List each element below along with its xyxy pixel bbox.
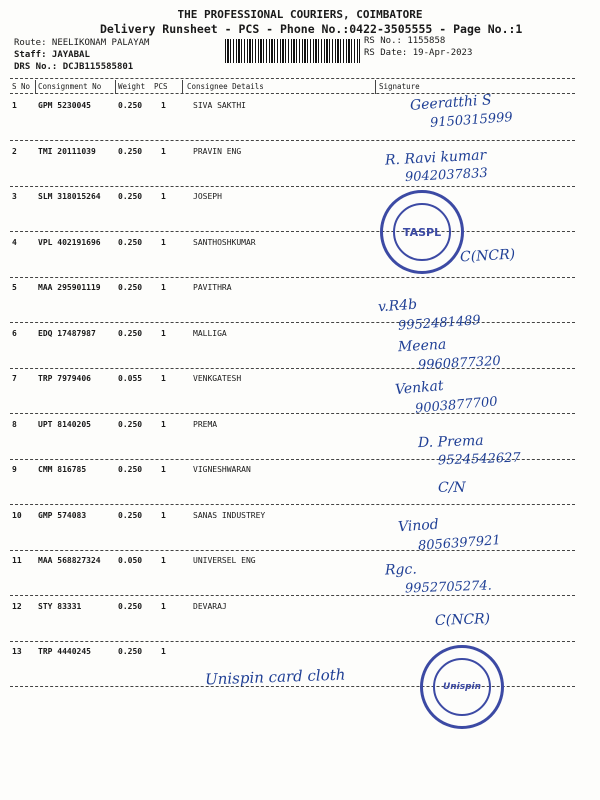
drs-number: DRS No.: DCJB115585801: [14, 62, 134, 72]
signature-name: C/N: [438, 480, 466, 496]
row-pcs: 1: [161, 192, 166, 201]
signature-name: D. Prema: [417, 432, 484, 452]
signature-phone: 9960877320: [417, 353, 502, 374]
signature-phone: 9003877700: [414, 394, 499, 417]
row-weight: 0.250: [118, 192, 143, 201]
col-divider: [35, 80, 36, 94]
row-consignment: GPM 5230045: [38, 101, 91, 110]
barcode: [225, 39, 360, 63]
row-sno: 6: [12, 328, 17, 338]
signature-phone: 9042037833: [404, 165, 489, 186]
table-row: [10, 186, 580, 231]
row-weight: 0.250: [118, 283, 143, 292]
row-consignee: PAVITHRA: [193, 283, 232, 292]
row-pcs: 1: [161, 237, 166, 247]
row-weight: 0.250: [118, 465, 143, 474]
signature-name: Unispin card cloth: [204, 665, 346, 689]
row-weight: 0.250: [118, 328, 143, 338]
row-sno: 4: [12, 237, 17, 247]
table-row: [10, 596, 580, 641]
col-consignment: Consignment No: [38, 82, 102, 91]
row-consignee: SANTHOSHKUMAR: [193, 237, 256, 247]
tvs-stamp-inner: TASPL: [402, 225, 442, 239]
signature-phone: 8056397921: [417, 533, 502, 554]
row-pcs: 1: [161, 465, 166, 474]
row-consignee: UNIVERSEL ENG: [193, 556, 256, 565]
row-consignment: GMP 574083: [38, 510, 87, 520]
row-consignment: UPT 8140205: [38, 419, 91, 429]
signature-name: Vinod: [397, 516, 440, 536]
row-consignee: JOSEPH: [193, 192, 222, 201]
table-row: [10, 550, 580, 595]
row-weight: 0.250: [118, 419, 143, 429]
col-pcs: PCS: [154, 82, 168, 91]
signature-name: Geeratthi S: [409, 92, 493, 114]
rs-date: RS Date: 19-Apr-2023: [364, 48, 473, 58]
rs-number: RS No.: 1155858: [364, 36, 446, 46]
row-pcs: 1: [161, 647, 166, 656]
row-consignee: MALLIGA: [193, 328, 227, 338]
row-consignee: SIVA SAKTHI: [193, 101, 246, 110]
row-consignee: PREMA: [193, 419, 218, 429]
row-pcs: 1: [161, 146, 166, 156]
row-consignment: SLM 318015264: [38, 192, 101, 201]
signature-phone: 9524542627: [437, 450, 521, 469]
row-sno: 9: [12, 465, 17, 474]
signature-name: R. Ravi kumar: [384, 147, 487, 169]
row-consignee: DEVARAJ: [193, 601, 227, 611]
col-sno: S No: [12, 82, 31, 91]
signature-name: C(NCR): [459, 246, 516, 266]
signature-name: C(NCR): [434, 611, 491, 629]
signature-phone: 9150315999: [429, 110, 514, 131]
row-consignee: PRAVIN ENG: [193, 146, 242, 156]
row-consignment: EDQ 17487987: [38, 328, 96, 338]
row-weight: 0.050: [118, 556, 143, 565]
row-consignment: CMM 816785: [38, 465, 87, 474]
signature-phone: 9952705274.: [404, 578, 493, 597]
row-sno: 2: [12, 146, 17, 156]
row-pcs: 1: [161, 556, 166, 565]
row-consignment: TRP 7979406: [38, 374, 91, 383]
row-sno: 11: [12, 556, 22, 565]
unispin-stamp: [420, 645, 504, 729]
row-consignment: STY 83331: [38, 601, 82, 611]
table-row: [10, 141, 580, 186]
table-row: [10, 459, 580, 504]
row-pcs: 1: [161, 510, 166, 520]
row-weight: 0.250: [118, 146, 143, 156]
row-pcs: 1: [161, 374, 166, 383]
row-sno: 8: [12, 419, 17, 429]
col-weight: Weight: [118, 82, 146, 91]
row-weight: 0.250: [118, 510, 143, 520]
row-consignment: TRP 4440245: [38, 647, 91, 656]
row-sno: 13: [12, 647, 22, 656]
signature-name: Venkat: [394, 377, 445, 399]
col-divider: [375, 80, 376, 94]
row-weight: 0.055: [118, 374, 143, 383]
row-sno: 3: [12, 192, 17, 201]
unispin-stamp-inner: Unispin: [442, 682, 482, 692]
row-consignment: TMI 20111039: [38, 146, 96, 156]
row-consignee: VIGNESHWARAN: [193, 465, 251, 474]
row-consignment: VPL 402191696: [38, 237, 101, 247]
col-signature: Signature: [379, 82, 420, 91]
row-consignment: MAA 295901119: [38, 283, 101, 292]
company-title: THE PROFESSIONAL COURIERS, COIMBATORE: [177, 8, 423, 21]
row-weight: 0.250: [118, 601, 143, 611]
row-consignee: SANAS INDUSTREY: [193, 510, 266, 520]
row-pcs: 1: [161, 101, 166, 110]
row-weight: 0.250: [118, 101, 143, 110]
row-pcs: 1: [161, 419, 166, 429]
table-row: [10, 277, 580, 322]
row-sno: 10: [12, 510, 22, 520]
signature-phone: 9952481489: [397, 313, 482, 334]
staff-label: Staff: JAYABAL: [14, 50, 90, 60]
runsheet-subtitle: Delivery Runsheet - PCS - Phone No.:0422-3505555 - Page No.:1: [100, 22, 523, 36]
col-consignee: Consignee Details: [187, 82, 264, 91]
tvs-stamp: [380, 190, 464, 274]
col-divider: [115, 80, 116, 94]
row-consignment: MAA 568827324: [38, 556, 101, 565]
row-sno: 12: [12, 601, 22, 611]
signature-name: Rgc.: [384, 561, 418, 579]
row-sno: 7: [12, 374, 17, 383]
header-top-rule: [10, 78, 575, 79]
signature-name: v.R4b: [377, 296, 418, 316]
row-pcs: 1: [161, 601, 166, 611]
row-sno: 1: [12, 101, 17, 110]
col-divider: [182, 80, 183, 94]
row-weight: 0.250: [118, 237, 143, 247]
signature-name: Meena: [397, 336, 447, 356]
route-label: Route: NEELIKONAM PALAYAM: [14, 38, 150, 48]
row-pcs: 1: [161, 328, 166, 338]
row-pcs: 1: [161, 283, 166, 292]
row-sno: 5: [12, 283, 17, 292]
row-consignee: VENKGATESH: [193, 374, 242, 383]
row-weight: 0.250: [118, 647, 143, 656]
